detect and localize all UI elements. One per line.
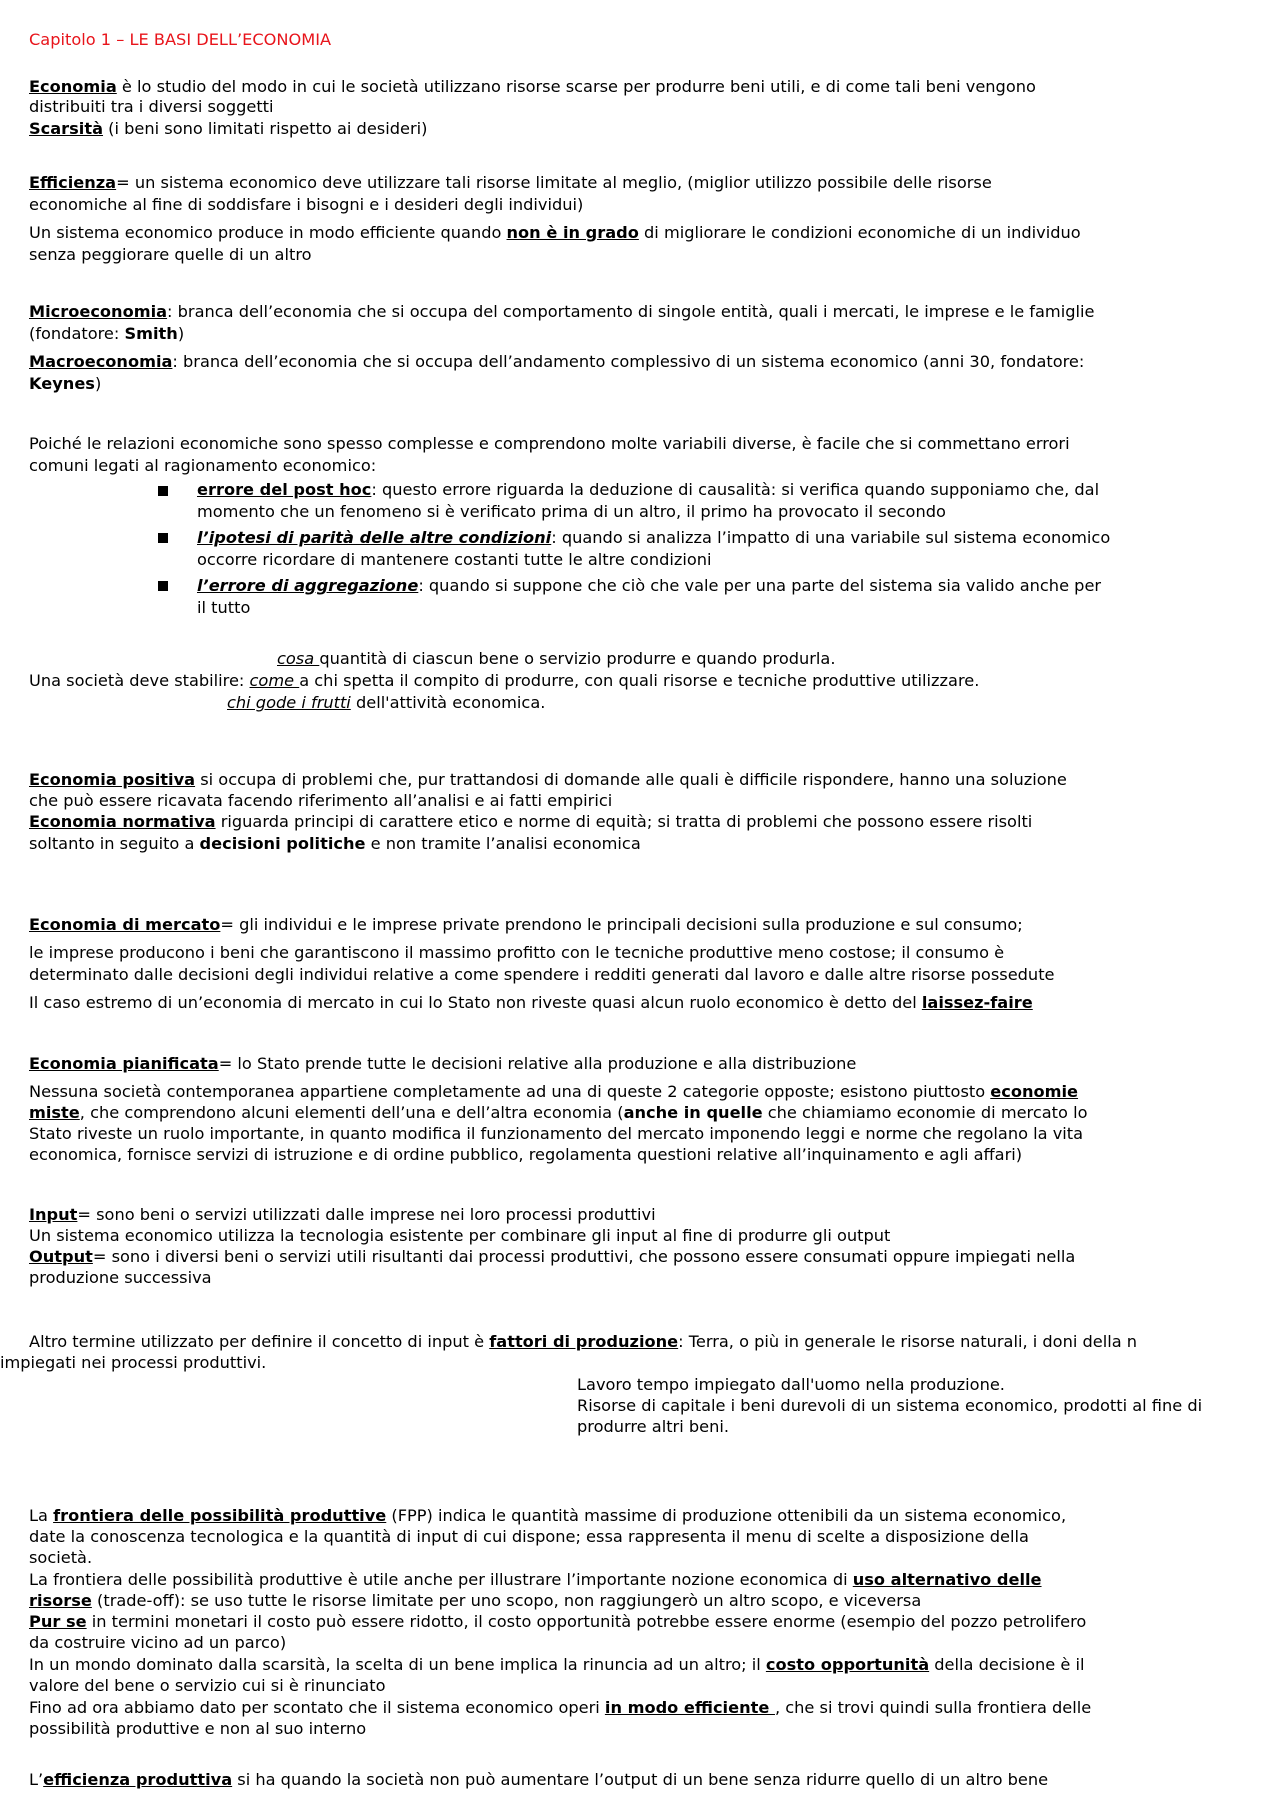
positiva-line-1: Economia positiva si occupa di problemi che, pur trattandosi di domande alle quali è difficile rispondere, hanno una soluzione bbox=[29, 770, 1067, 789]
fpp-line-10: Fino ad ora abbiamo dato per scontato che il sistema economico operi in modo efficiente , che si trovi quindi sulla frontiera delle bbox=[29, 1698, 1092, 1717]
term-post-hoc: errore del post hoc bbox=[197, 480, 372, 499]
term-fattori-produzione: fattori di produzione bbox=[489, 1332, 679, 1351]
term-input: Input bbox=[29, 1205, 78, 1224]
founder-smith: Smith bbox=[124, 324, 178, 343]
mercato-line-2: le imprese producono i beni che garantiscono il massimo profitto con le tecniche produttive meno costose; il consumo è bbox=[29, 943, 1005, 962]
fpp-line-11: possibilità produttive e non al suo interno bbox=[29, 1719, 367, 1738]
errore-item-1-line-2: momento che un fenomeno si è verificato prima di un altro, il primo ha provocato il secondo bbox=[197, 502, 946, 521]
fattori-line-2: impiegati nei processi produttivi. bbox=[0, 1353, 267, 1372]
stabilire-come-line: Una società deve stabilire: come a chi spetta il compito di produrre, con quali risorse e tecniche produttive utilizzare. bbox=[29, 671, 980, 690]
term-macroeconomia: Macroeconomia bbox=[29, 352, 173, 371]
io-middle-line: Un sistema economico utilizza la tecnologia esistente per combinare gli input al fine di produrre gli output bbox=[29, 1226, 891, 1245]
term-parita-condizioni: l’ipotesi di parità delle altre condizioni bbox=[197, 528, 552, 547]
macro-line-1: Macroeconomia: branca dell’economia che si occupa dell’andamento complessivo di un sistema economico (anni 30, fondatore: bbox=[29, 352, 1085, 371]
stabilire-cosa-line: cosa quantità di ciascun bene o servizio produrre e quando produrla. bbox=[277, 649, 836, 668]
term-output: Output bbox=[29, 1247, 93, 1266]
fpp-line-3: società. bbox=[29, 1548, 93, 1567]
micro-line-1: Microeconomia: branca dell’economia che si occupa del comportamento di singole entità, quali i mercati, le imprese e le famiglie bbox=[29, 302, 1095, 321]
term-economia: Economia bbox=[29, 77, 117, 96]
efficienza-p2-line-2: senza peggiorare quelle di un altro bbox=[29, 245, 312, 264]
output-line-2: produzione successiva bbox=[29, 1268, 212, 1287]
fpp-line-5: risorse (trade-off): se uso tutte le risorse limitate per uno scopo, non raggiungerò un altro scopo, e viceversa bbox=[29, 1591, 922, 1610]
bullet-square-icon bbox=[158, 581, 168, 591]
input-line: Input= sono beni o servizi utilizzati dalle imprese nei loro processi produttivi bbox=[29, 1205, 656, 1224]
pianificata-p2-line-4: economica, fornisce servizi di istruzione e di ordine pubblico, regolamenta questioni relative all’inquinamento e agli affari) bbox=[29, 1145, 1023, 1164]
micro-line-2: (fondatore: Smith) bbox=[29, 324, 185, 343]
fpp-line-7: da costruire vicino ad un parco) bbox=[29, 1633, 287, 1652]
term-scarsita: Scarsità bbox=[29, 119, 104, 138]
stabilire-chi-line: chi gode i frutti dell'attività economica. bbox=[227, 693, 546, 712]
bullet-square-icon bbox=[158, 533, 168, 543]
errore-item-3-line-2: il tutto bbox=[197, 598, 251, 617]
fpp-line-2: date la conoscenza tecnologica e la quantità di input di cui dispone; essa rappresenta il menu di scelte a disposizione della bbox=[29, 1527, 1029, 1546]
efficienza-def-line-1: Efficienza= un sistema economico deve utilizzare tali risorse limitate al meglio, (miglior utilizzo possibile delle risorse bbox=[29, 173, 992, 192]
fpp-line-9: valore del bene o servizio cui si è rinunciato bbox=[29, 1676, 386, 1695]
founder-keynes: Keynes bbox=[29, 374, 95, 393]
errori-intro-line-1: Poiché le relazioni economiche sono spesso complesse e comprendono molte variabili diverse, è facile che si commettano errori bbox=[29, 434, 1070, 453]
term-economia-normativa: Economia normativa bbox=[29, 812, 216, 831]
efficienza-def-line-2: economiche al fine di soddisfare i bisogni e i desideri degli individui) bbox=[29, 195, 584, 214]
fpp-line-4: La frontiera delle possibilità produttive è utile anche per illustrare l’importante nozione economica di uso alternativo delle bbox=[29, 1570, 1042, 1589]
mercato-line-4: Il caso estremo di un’economia di mercato in cui lo Stato non riveste quasi alcun ruolo economico è detto del laissez-faire bbox=[29, 993, 1033, 1012]
positiva-line-2: che può essere ricavata facendo riferimento all’analisi e ai fatti empirici bbox=[29, 791, 613, 810]
pianificata-p2-line-3: Stato riveste un ruolo importante, in quanto modifica il funzionamento del mercato imponendo leggi e norme che regolano la vita bbox=[29, 1124, 1084, 1143]
term-microeconomia: Microeconomia bbox=[29, 302, 168, 321]
term-economie: economie bbox=[990, 1082, 1079, 1101]
term-modo-efficiente: in modo efficiente bbox=[604, 1698, 775, 1717]
page-title: Capitolo 1 – LE BASI DELL’ECONOMIA bbox=[29, 30, 332, 49]
term-economia-positiva: Economia positiva bbox=[29, 770, 196, 789]
normativa-line-1: Economia normativa riguarda principi di carattere etico e norme di equità; si tratta di problemi che possono essere risolti bbox=[29, 812, 1033, 831]
fattori-capitale-line-1: Risorse di capitale i beni durevoli di un sistema economico, prodotti al fine di bbox=[577, 1396, 1203, 1415]
term-frontiera: frontiera delle possibilità produttive bbox=[53, 1506, 387, 1525]
term-pur-se: Pur se bbox=[29, 1612, 87, 1631]
mercato-line-3: determinato dalle decisioni degli individui relative a come spendere i redditi generati dal lavoro e dalle altre risorse possedute bbox=[29, 965, 1055, 984]
term-laissez-faire: laissez-faire bbox=[921, 993, 1033, 1012]
normativa-line-2: soltanto in seguito a decisioni politiche e non tramite l’analisi economica bbox=[29, 834, 641, 853]
term-come: come bbox=[249, 671, 300, 690]
scarsita-line: Scarsità (i beni sono limitati rispetto ai desideri) bbox=[29, 119, 428, 138]
errore-item-2-line-2: occorre ricordare di mantenere costanti tutte le altre condizioni bbox=[197, 550, 712, 569]
fpp-line-8: In un mondo dominato dalla scarsità, la scelta di un bene implica la rinuncia ad un altro; il costo opportunità della decisione è il bbox=[29, 1655, 1085, 1674]
term-efficienza-produttiva: efficienza produttiva bbox=[43, 1770, 233, 1789]
pianificata-line-1: Economia pianificata= lo Stato prende tutte le decisioni relative alla produzione e alla distribuzione bbox=[29, 1054, 857, 1073]
fattori-capitale-line-2: produrre altri beni. bbox=[577, 1417, 729, 1436]
term-chi-gode: chi gode i frutti bbox=[227, 693, 351, 712]
output-line-1: Output= sono i diversi beni o servizi utili risultanti dai processi produttivi, che possono essere consumati oppure impiegati nella bbox=[29, 1247, 1076, 1266]
efficienza-p2-line-1: Un sistema economico produce in modo efficiente quando non è in grado di migliorare le condizioni economiche di un individuo bbox=[29, 223, 1081, 242]
fattori-lavoro: Lavoro tempo impiegato dall'uomo nella produzione. bbox=[577, 1375, 1005, 1394]
fpp-line-6: Pur se in termini monetari il costo può essere ridotto, il costo opportunità potrebbe essere enorme (esempio del pozzo petrolifero bbox=[29, 1612, 1087, 1631]
fpp-line-12: L’efficienza produttiva si ha quando la società non può aumentare l’output di un bene senza ridurre quello di un altro bene bbox=[29, 1770, 1049, 1789]
errore-item-1-line-1: errore del post hoc: questo errore riguarda la deduzione di causalità: si verifica quando supponiamo che, dal bbox=[197, 480, 1100, 499]
economia-def-line-1: Economia è lo studio del modo in cui le società utilizzano risorse scarse per produrre beni utili, e di come tali beni vengono bbox=[29, 77, 1036, 96]
term-economia-pianificata: Economia pianificata bbox=[29, 1054, 219, 1073]
term-efficienza: Efficienza bbox=[29, 173, 117, 192]
term-uso-alternativo: uso alternativo delle bbox=[852, 1570, 1042, 1589]
bold-anche-in-quelle: anche in quelle bbox=[623, 1103, 763, 1122]
fpp-line-1: La frontiera delle possibilità produttive (FPP) indica le quantità massime di produzione ottenibili da un sistema economico, bbox=[29, 1506, 1067, 1525]
mercato-line-1: Economia di mercato= gli individui e le imprese private prendono le principali decisioni sulla produzione e sul consumo; bbox=[29, 915, 1023, 934]
term-cosa: cosa bbox=[277, 649, 320, 668]
pianificata-p2-line-1: Nessuna società contemporanea appartiene completamente ad una di queste 2 categorie opposte; esistono piuttosto economie bbox=[29, 1082, 1079, 1101]
term-costo-opportunita: costo opportunità bbox=[765, 1655, 930, 1674]
term-miste: miste bbox=[29, 1103, 80, 1122]
term-risorse: risorse bbox=[29, 1591, 92, 1610]
errore-item-2-line-1: l’ipotesi di parità delle altre condizioni: quando si analizza l’impatto di una variabile sul sistema economico bbox=[197, 528, 1111, 547]
pianificata-p2-line-2: miste, che comprendono alcuni elementi dell’una e dell’altra economia (anche in quelle che chiamiamo economie di mercato lo bbox=[29, 1103, 1088, 1122]
economia-def-line-2: distribuiti tra i diversi soggetti bbox=[29, 97, 274, 116]
term-economia-mercato: Economia di mercato bbox=[29, 915, 221, 934]
macro-line-2: Keynes) bbox=[29, 374, 102, 393]
term-aggregazione: l’errore di aggregazione bbox=[197, 576, 419, 595]
bullet-square-icon bbox=[158, 486, 168, 496]
errori-intro-line-2: comuni legati al ragionamento economico: bbox=[29, 456, 377, 475]
term-non-e-in-grado: non è in grado bbox=[506, 223, 639, 242]
bold-decisioni-politiche: decisioni politiche bbox=[199, 834, 366, 853]
fattori-line-1: Altro termine utilizzato per definire il concetto di input è fattori di produzione: Terra, o più in generale le risorse naturali, i doni della n bbox=[29, 1332, 1138, 1351]
errore-item-3-line-1: l’errore di aggregazione: quando si suppone che ciò che vale per una parte del sistema sia valido anche per bbox=[197, 576, 1102, 595]
